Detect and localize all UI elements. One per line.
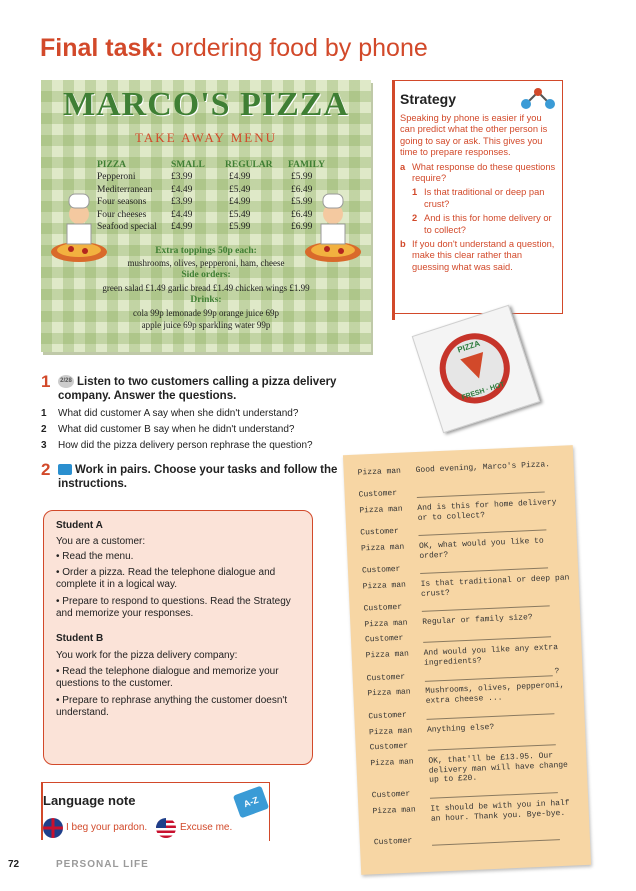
menu-row [53, 172, 359, 185]
pizza-box-label-bottom: FRESH · HOT [460, 381, 506, 402]
menu-cell-name: Pepperoni [97, 172, 136, 182]
student-a-item-1: • Read the menu. [56, 551, 134, 562]
menu-cell-name: Mediterranean [97, 184, 153, 195]
dialogue-answer-blank[interactable] [428, 744, 556, 751]
drinks-list-2: apple juice 69p sparkling water 99p [141, 320, 271, 330]
toppings-list: mushrooms, olives, pepperoni, ham, cheese [127, 258, 285, 268]
strategy-a1-text: Is that traditional or deep pan crust? [424, 187, 545, 209]
dialogue-line: And is this for home delivery or to collect? [417, 497, 557, 523]
strategy-b-label: b [400, 239, 406, 250]
menu-cell-small: £3.99 [171, 197, 193, 207]
page-title: Final task: ordering food by phone [40, 34, 428, 62]
student-b-title: Student B [56, 633, 104, 644]
dialogue-answer-blank[interactable] [420, 567, 548, 574]
menu-cell-name: Seafood special [97, 222, 157, 232]
menu-cell-family: £6.49 [291, 209, 313, 220]
strategy-intro: Speaking by phone is easier if you can predict what the other person is going to say or ask. This gives you time to prepare responses. [400, 113, 548, 158]
student-b-item-2: • Prepare to rephrase anything the customer doesn't understand. [56, 695, 288, 719]
dialogue-line: Is that traditional or deep pan crust? [420, 573, 570, 599]
dialogue-line: And would you like any extra ingredients? [423, 643, 559, 668]
sides-title: Side orders: [181, 270, 231, 280]
uk-phrase: I beg your pardon. [66, 822, 148, 833]
menu-title: MARCO'S PIZZA [63, 86, 349, 123]
strategy-a-text: What response do these questions require? [412, 161, 556, 184]
student-a-item-3: • Prepare to respond to questions. Read the Strategy and memorize your responses. [56, 596, 291, 620]
dialogue-speaker-customer: Customer [371, 789, 411, 801]
menu-cell-regular: £4.99 [229, 172, 251, 182]
dialogue-answer-blank[interactable] [425, 675, 553, 682]
menu-cell-small: £4.49 [171, 209, 193, 220]
us-phrase: Excuse me. [180, 822, 233, 833]
dialogue-speaker-pizza-man: Pizza man [360, 542, 405, 554]
drinks-title: Drinks: [190, 295, 222, 305]
student-b-item-1: • Read the telephone dialogue and memorize your questions to the customer. [56, 666, 279, 690]
dialogue-speaker-pizza-man: Pizza man [365, 649, 410, 661]
dialogue-speaker-customer: Customer [360, 526, 399, 538]
dialogue-answer-blank[interactable] [422, 605, 550, 612]
strategy-b-text: If you don't understand a question, make this clear rather than guessing what was said. [412, 239, 555, 272]
menu-cell-small: £4.49 [171, 184, 193, 195]
menu-subtitle: TAKE AWAY MENU [135, 130, 277, 145]
dialogue-line: Anything else? [426, 722, 495, 735]
menu-header-small: SMALL [171, 160, 205, 170]
strategy-title: Strategy [400, 91, 457, 107]
dialogue-speaker-pizza-man: Pizza man [370, 757, 414, 769]
menu-cell-regular: £5.99 [229, 222, 251, 232]
dialogue-question-mark: ? [554, 666, 560, 677]
dialogue-speaker-pizza-man: Pizza man [359, 504, 403, 516]
strategy-a2-text: And is this for home delivery or to collect? [424, 213, 552, 235]
dialogue-speaker-customer: Customer [368, 710, 407, 722]
exercise-2-heading: Work in pairs. Choose your tasks and follow the instructions. [58, 464, 338, 490]
menu-cell-regular: £4.99 [229, 197, 251, 207]
dialogue-speaker-pizza-man: Pizza man [372, 805, 416, 817]
menu-cell-family: £5.99 [291, 172, 313, 182]
dialogue-speaker-customer: Customer [358, 488, 398, 500]
dialogue-speaker-pizza-man: Pizza man [357, 466, 402, 478]
question-1: 1 What did customer A say when she didn't understand? [41, 408, 299, 419]
dialogue-answer-blank[interactable] [417, 491, 545, 498]
dialogue-speaker-pizza-man: Pizza man [368, 726, 413, 738]
drinks-list-1: cola 99p lemonade 99p orange juice 69p [133, 308, 279, 318]
dialogue-line: Good evening, Marco's Pizza. [415, 460, 551, 476]
menu-cell-name: Four cheeses [97, 209, 147, 220]
menu-cell-regular: £5.49 [229, 209, 251, 220]
menu-cell-regular: £5.49 [229, 184, 251, 195]
dialogue-speaker-pizza-man: Pizza man [364, 618, 408, 630]
dialogue-answer-blank[interactable] [430, 792, 558, 799]
exercise-1-number: 1 [41, 372, 51, 391]
exercise-2-number: 2 [41, 460, 51, 479]
strategy-body [400, 113, 558, 273]
dialogue-speaker-customer: Customer [361, 564, 401, 576]
telephone-dialogue [343, 445, 591, 875]
dialogue-speaker-pizza-man: Pizza man [362, 580, 407, 592]
section-footer: PERSONAL LIFE [56, 859, 149, 870]
menu-cell-small: £4.99 [171, 222, 193, 232]
dialogue-speaker-pizza-man: Pizza man [367, 687, 411, 699]
menu-header-regular: REGULAR [225, 160, 273, 170]
strategy-a2-label: 2 [412, 213, 418, 224]
strategy-a1-label: 1 [412, 187, 418, 198]
student-a-intro: You are a customer: [56, 536, 146, 547]
menu-cell-small: £3.99 [171, 172, 193, 182]
dialogue-line: It should be with you in half an hour. Thank you. Bye-bye. [430, 798, 570, 824]
dialogue-answer-blank[interactable] [427, 713, 555, 720]
audio-track-icon[interactable]: 2/28 [58, 375, 74, 388]
pizza-menu-card [41, 80, 371, 352]
question-2: 2 What did customer B say when he didn't understand? [41, 424, 295, 435]
page-number: 72 [8, 859, 20, 870]
exercise-1-heading: 2/28 Listen to two customers calling a pizza delivery company. Answer the questions. [58, 376, 337, 402]
dialogue-line: OK, what would you like to order? [418, 536, 544, 561]
pizza-box-label-top: PIZZA [456, 338, 482, 355]
dialogue-line: Mushrooms, olives, pepperoni, extra cheese ... [425, 680, 565, 706]
menu-cell-name: Four seasons [97, 197, 147, 207]
menu-cell-family: £6.99 [291, 222, 313, 232]
dialogue-answer-blank[interactable] [419, 529, 547, 536]
pair-work-icon [58, 464, 72, 475]
menu-header-pizza: PIZZA [97, 160, 127, 170]
molecule-icon [520, 86, 556, 112]
toppings-title: Extra toppings 50p each: [155, 246, 257, 256]
student-a-title: Student A [56, 520, 103, 531]
dialogue-speaker-customer: Customer [366, 672, 406, 684]
dictionary-book-icon: A-Z [233, 786, 269, 819]
us-flag-icon [156, 818, 176, 838]
sides-list: green salad £1.49 garlic bread £1.49 chicken wings £1.99 [102, 283, 310, 293]
strategy-a-label: a [400, 161, 406, 172]
pizza-box-image [412, 305, 541, 434]
student-b-intro: You work for the pizza delivery company: [56, 650, 238, 661]
language-note-title: Language note [43, 793, 136, 808]
menu-cell-family: £6.49 [291, 184, 313, 195]
dialogue-speaker-customer: Customer [369, 741, 409, 753]
dialogue-line: Regular or family size? [422, 613, 533, 627]
dialogue-line: OK, that'll be £13.95. Our delivery man will have change up to £20. [428, 751, 569, 785]
student-a-item-2: • Order a pizza. Read the telephone dialogue and complete it in a logical way. [56, 567, 276, 591]
menu-header-family: FAMILY [288, 160, 325, 170]
question-3: 3 How did the pizza delivery person rephrase the question? [41, 440, 313, 451]
dialogue-answer-blank[interactable] [423, 636, 551, 643]
dialogue-speaker-customer: Customer [364, 633, 404, 645]
dialogue-speaker-customer: Customer [363, 602, 403, 614]
menu-cell-family: £5.99 [291, 197, 313, 207]
uk-flag-icon [43, 818, 63, 838]
dialogue-speaker-customer: Customer [373, 836, 413, 848]
dialogue-answer-blank[interactable] [432, 839, 560, 846]
